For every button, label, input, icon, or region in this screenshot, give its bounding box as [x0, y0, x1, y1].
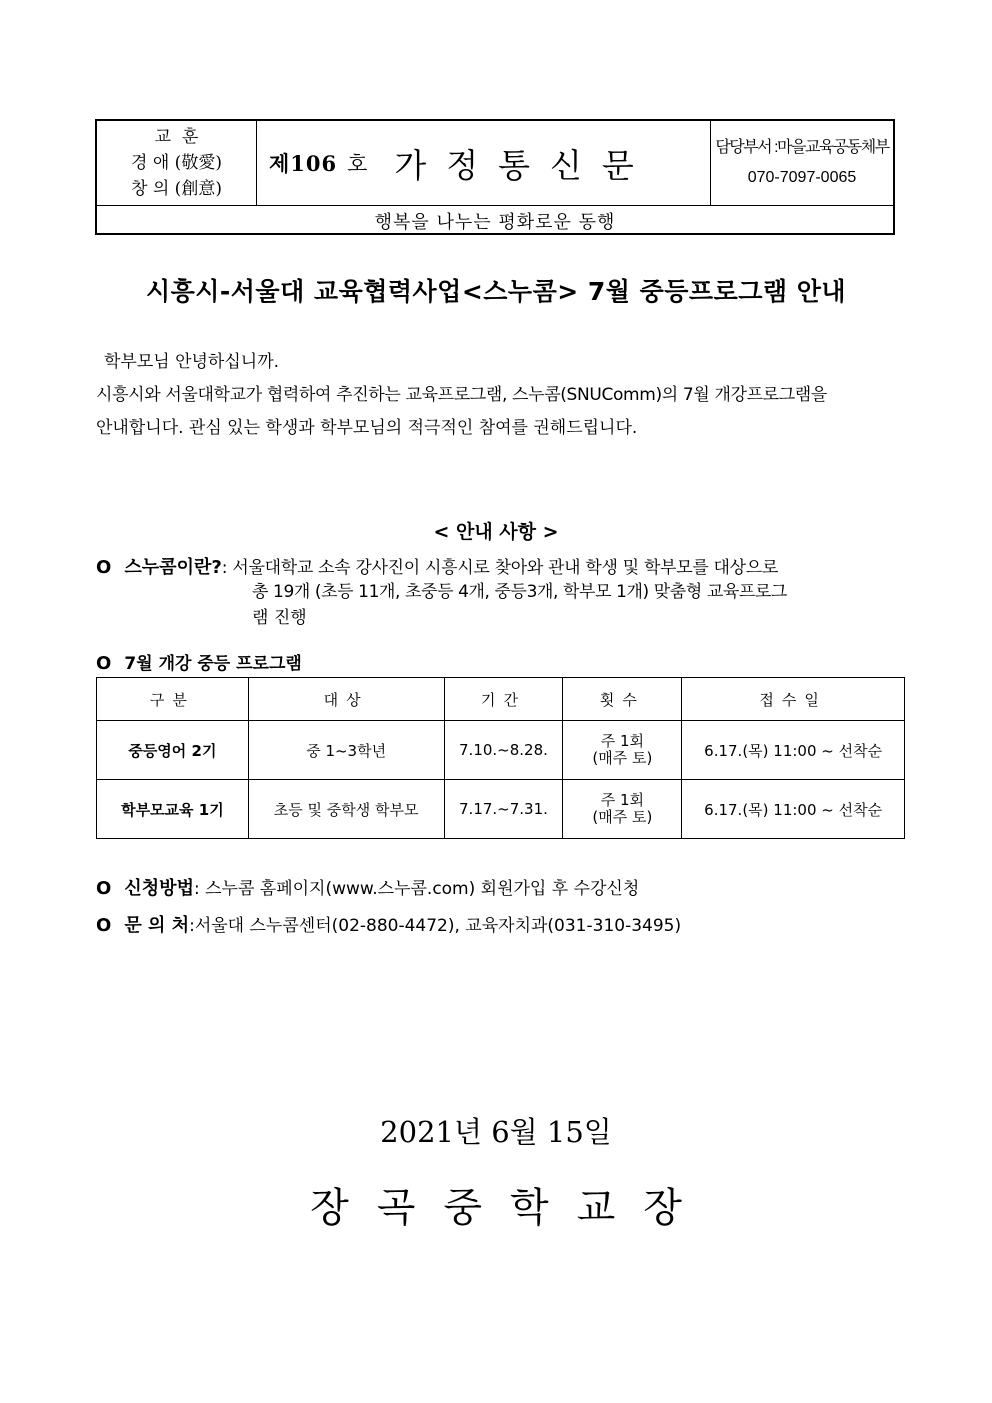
about-line-1: : 서울대학교 소속 강사진이 시흥시로 찾아와 관내 학생 및 학부모를 대상으로 — [221, 558, 779, 578]
issue-date: 2021년 6월 15일 — [380, 1115, 612, 1149]
program-table — [96, 677, 905, 839]
table-header-row — [97, 678, 905, 721]
program-reception: 6.17.(목) 11:00 ~ 선착순 — [682, 721, 905, 780]
program-heading-text: 7월 개강 중등 프로그램 — [124, 654, 302, 674]
header-category: 구분 — [97, 678, 249, 721]
school-motto — [97, 121, 257, 205]
intro-line-1: 시흥시와 서울대학교가 협력하여 추진하는 교육프로그램, 스누콤(SNUComm)의 7월 개강프로그램을 — [96, 385, 827, 405]
about-line-3: 램 진행 — [252, 608, 307, 628]
notice-heading: < 안내 사항 > — [433, 521, 559, 543]
table-row — [97, 780, 905, 839]
document-title: 시흥시-서울대 교육협력사업<스누콤> 7월 중등프로그램 안내 — [145, 277, 847, 306]
bullet-icon: O — [96, 915, 112, 936]
program-count: 주 1회 (매주 토) — [563, 721, 682, 780]
newsletter-header — [95, 119, 895, 235]
header-period: 기간 — [444, 678, 563, 721]
program-count: 주 1회 (매주 토) — [563, 780, 682, 839]
header-reception: 접수일 — [682, 678, 905, 721]
about-line-2: 총 19개 (초등 11개, 초중등 4개, 중등3개, 학부모 1개) 맞춤형 교육프로그 — [252, 582, 787, 602]
header-count: 횟수 — [563, 678, 682, 721]
motto-title: 교 훈 — [154, 127, 199, 147]
program-name: 중등영어 2기 — [97, 721, 249, 780]
contact-text: :서울대 스누콤센터(02-880-4472), 교육자치과(031-310-3495) — [189, 916, 682, 936]
slogan: 행복을 나누는 평화로운 동행 — [97, 205, 893, 235]
table-row — [97, 721, 905, 780]
contact-item — [96, 911, 681, 937]
bullet-icon: O — [96, 653, 112, 674]
issue-number: 제106 호 — [269, 151, 369, 176]
greeting: 학부모님 안녕하십니까. — [104, 352, 280, 372]
department-cell — [711, 121, 893, 205]
program-reception: 6.17.(목) 11:00 ~ 선착순 — [682, 780, 905, 839]
bullet-icon: O — [96, 878, 112, 899]
motto-line-1: 경 애 (敬愛) — [131, 153, 222, 173]
program-period: 7.10.~8.28. — [444, 721, 563, 780]
program-name: 학부모교육 1기 — [97, 780, 249, 839]
department-phone: 070-7097-0065 — [747, 169, 857, 186]
apply-item — [96, 874, 639, 900]
contact-label: 문 의 처 — [124, 915, 190, 936]
program-target: 중 1~3학년 — [248, 721, 444, 780]
header-target: 대상 — [248, 678, 444, 721]
department-name: 담당부서 :마을교육공동체부 — [715, 139, 889, 156]
program-period: 7.17.~7.31. — [444, 780, 563, 839]
motto-line-2: 창 의 (創意) — [131, 179, 222, 199]
principal-signature: 장곡중학교장 — [310, 1185, 710, 1231]
bullet-icon: O — [96, 557, 112, 578]
program-target: 초등 및 중학생 학부모 — [248, 780, 444, 839]
apply-label: 신청방법 — [124, 878, 194, 899]
program-heading — [96, 649, 302, 674]
about-item — [96, 553, 778, 579]
newsletter-title-cell — [257, 121, 711, 205]
apply-text: : 스누콤 홈페이지(www.스누콤.com) 회원가입 후 수강신청 — [193, 879, 640, 899]
newsletter-name: 가정통신문 — [394, 145, 654, 185]
about-label: 스누콤이란? — [124, 557, 222, 578]
intro-line-2: 안내합니다. 관심 있는 학생과 학부모님의 적극적인 참여를 권해드립니다. — [96, 418, 638, 438]
